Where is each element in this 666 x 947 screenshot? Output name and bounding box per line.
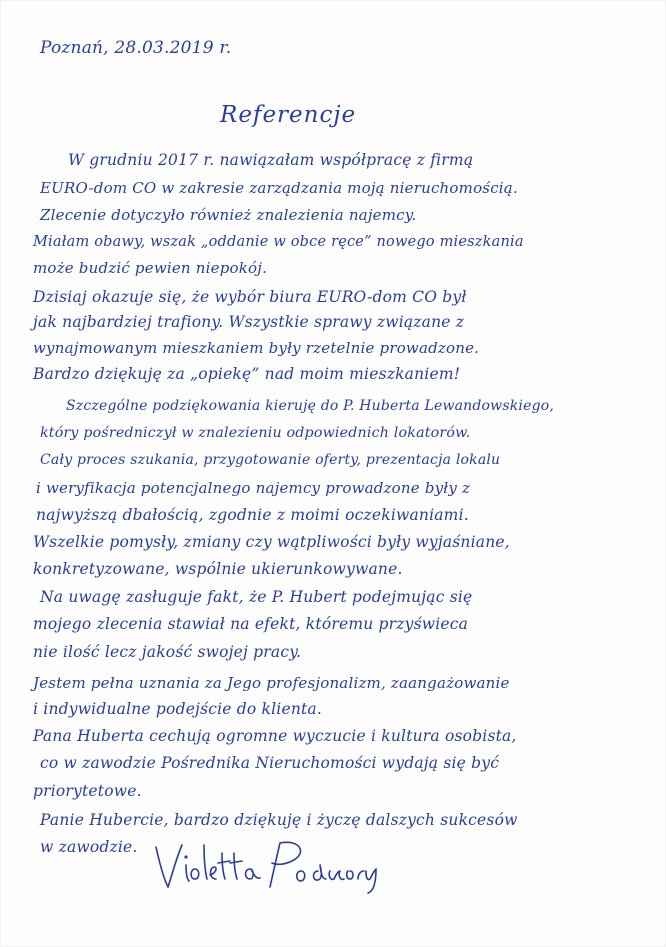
- body-line: Zlecenie dotyczyło również znalezienia najemcy.: [40, 206, 417, 224]
- body-line: Wszelkie pomysły, zmiany czy wątpliwości były wyjaśniane,: [33, 533, 510, 551]
- body-line: i weryfikacja potencjalnego najemcy prowadzone były z: [36, 479, 471, 497]
- body-line: i indywidualne podejście do klienta.: [33, 700, 323, 718]
- body-line: Miałam obawy, wszak „oddanie w obce ręce” nowego mieszkania: [33, 234, 524, 250]
- place-date: Poznań, 28.03.2019 r.: [40, 38, 232, 58]
- body-line: który pośredniczył w znalezieniu odpowiednich lokatorów.: [40, 425, 471, 441]
- body-line: Dzisiaj okazuje się, że wybór biura EURO-dom CO był: [33, 288, 467, 306]
- body-line: mojego zlecenia stawiał na efekt, któremu przyświeca: [33, 615, 469, 633]
- body-line: konkretyzowane, wspólnie ukierunkowywane.: [33, 560, 403, 578]
- body-line: Cały proces szukania, przygotowanie oferty, prezentacja lokalu: [40, 452, 501, 468]
- body-line: Bardzo dziękuję za „opiekę” nad moim mieszkaniem!: [33, 365, 461, 383]
- body-line: co w zawodzie Pośrednika Nieruchomości wydają się być: [40, 754, 500, 772]
- body-line: W grudniu 2017 r. nawiązałam współpracę z firmą: [68, 151, 474, 169]
- body-line: Jestem pełna uznania za Jego profesjonalizm, zaangażowanie: [33, 674, 510, 692]
- body-line: nie ilość lecz jakość swojej pracy.: [33, 643, 302, 661]
- body-line: może budzić pewien niepokój.: [33, 259, 268, 277]
- body-line: w zawodzie.: [40, 838, 138, 856]
- body-line: priorytetowe.: [33, 782, 142, 800]
- body-line: Szczególne podziękowania kieruję do P. Huberta Lewandowskiego,: [66, 398, 555, 414]
- body-line: Na uwagę zasługuje fakt, że P. Hubert podejmując się: [40, 588, 473, 606]
- body-line: najwyższą dbałością, zgodnie z moimi oczekiwaniami.: [36, 506, 469, 524]
- body-line: jak najbardziej trafiony. Wszystkie sprawy związane z: [33, 313, 465, 331]
- body-line: EURO-dom CO w zakresie zarządzania moją nieruchomością.: [40, 179, 518, 197]
- letter-title: Referencje: [220, 102, 357, 128]
- signature: [150, 835, 380, 895]
- body-line: wynajmowanym mieszkaniem były rzetelnie prowadzone.: [33, 339, 480, 357]
- body-line: Panie Hubercie, bardzo dziękuję i życzę dalszych sukcesów: [40, 811, 518, 829]
- body-line: Pana Huberta cechują ogromne wyczucie i kultura osobista,: [33, 727, 517, 745]
